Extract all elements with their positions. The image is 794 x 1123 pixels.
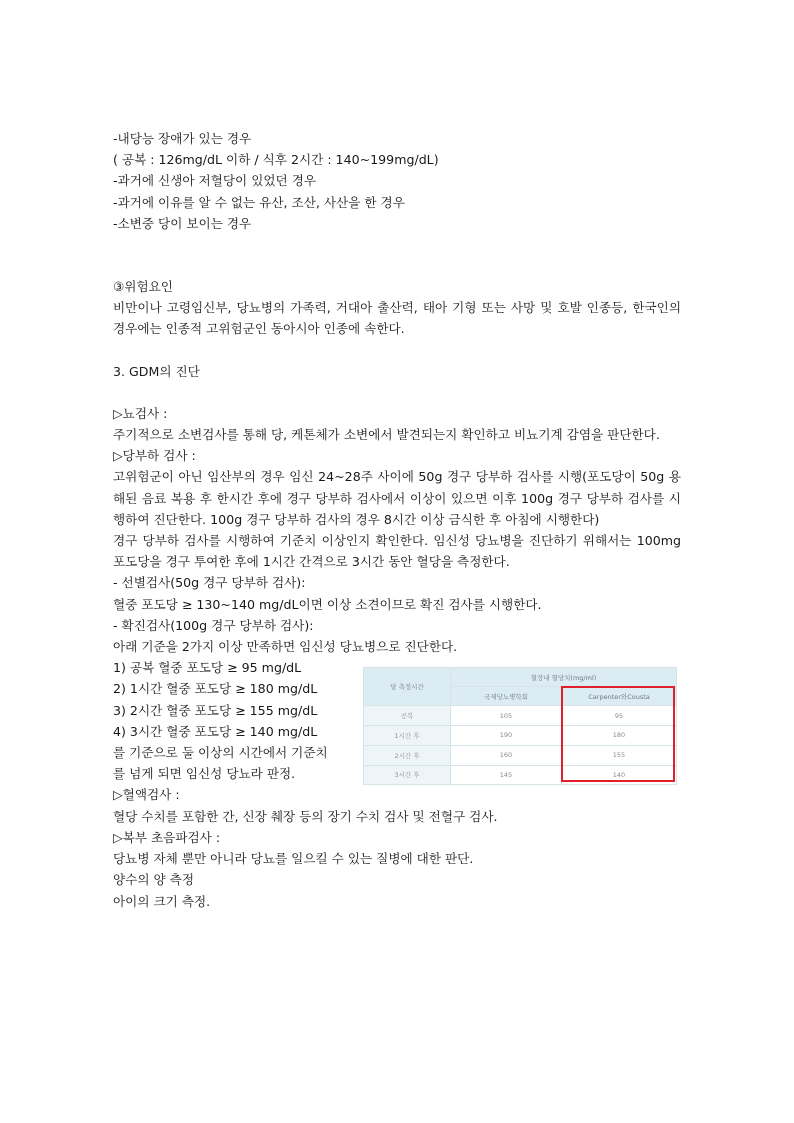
risk-heading: ③위험요인 — [113, 279, 173, 295]
ogtt-criteria-block — [113, 657, 681, 784]
blood-body: 혈당 수치를 포함한 간, 신장 췌장 등의 장기 수치 검사 및 전혈구 검사. — [113, 808, 498, 824]
document-body — [113, 128, 681, 912]
glucose-load-paragraph-2: 경구 당부하 검사를 시행하여 기준치 이상인지 확인한다. 임신성 당뇨병을 진단하기 위해서는 100mg 포도당을 경구 투여한 후에 1시간 간격으로 3시간 동안 혈당을 측정한다. — [113, 533, 681, 570]
criterion-item: 4) 3시간 혈중 포도당 ≥ 140 mg/dL — [113, 723, 318, 739]
screening-body: 혈중 포도당 ≥ 130~140 mg/dL이면 이상 소견이므로 확진 검사를 시행한다. — [113, 596, 542, 612]
criterion-item: 2) 1시간 혈중 포도당 ≥ 180 mg/dL — [113, 681, 318, 697]
conclusion-line: 를 넘게 되면 임신성 당뇨라 판정. — [113, 766, 296, 782]
glucose-load-heading: ▷당부하 검사 : — [113, 448, 196, 464]
confirm-title: - 확진검사(100g 경구 당부하 검사): — [113, 617, 314, 633]
table-group-header: 혈장내 혈당치(mg/ml) — [451, 668, 677, 687]
ultrasound-heading: ▷복부 초음파검사 : — [113, 829, 221, 845]
list-item: -과거에 신생아 저혈당이 있었던 경우 — [113, 173, 317, 189]
list-item: ( 공복 : 126mg/dL 이하 / 식후 2시간 : 140~199mg/dL) — [113, 152, 439, 168]
intro-list — [113, 128, 681, 234]
table-row: 공복 105 95 — [364, 706, 677, 726]
list-item: -내당능 장애가 있는 경우 — [113, 131, 252, 146]
table-row: 1시간 후 190 180 — [364, 726, 677, 746]
reference-table-image — [363, 667, 677, 785]
table-row: 2시간 후 160 155 — [364, 745, 677, 765]
reference-table — [363, 667, 677, 785]
ultrasound-item: 아이의 크기 측정. — [113, 893, 211, 909]
conclusion-line: 를 기준으로 둘 이상의 시간에서 기준치 — [113, 745, 328, 761]
table-corner-header: 당 측정시간 — [364, 668, 451, 706]
screening-title: - 선별검사(50g 경구 당부하 검사): — [113, 575, 306, 591]
glucose-load-paragraph-1: 고위험군이 아닌 임산부의 경우 임신 24~28주 사이에 50g 경구 당부하 검사를 시행(포도당이 50g 용해된 음료 복용 후 한시간 후에 경구 당부하 검사에서 이상이 있으면 이후 100g 경구 당부하 검사를 시행하여 진단한다. 100g 경구 당부하 검사의 경우 8시간 이상 금식한 후 아침에 시행한다) — [113, 469, 681, 527]
table-col-header: 국제당뇨병학회 — [451, 687, 562, 706]
list-item: -과거에 이유를 알 수 없는 유산, 조산, 사산을 한 경우 — [113, 194, 405, 210]
list-item: -소변중 당이 보이는 경우 — [113, 215, 252, 231]
criterion-item: 1) 공복 혈중 포도당 ≥ 95 mg/dL — [113, 660, 302, 676]
table-row: 3시간 후 145 140 — [364, 765, 677, 785]
ultrasound-item: 양수의 양 측정 — [113, 872, 194, 888]
urine-paragraph: 주기적으로 소변검사를 통해 당, 케톤체가 소변에서 발견되는지 확인하고 비뇨기계 감염을 판단한다. — [113, 427, 660, 443]
urine-heading: ▷뇨검사 : — [113, 405, 168, 421]
criterion-item: 3) 2시간 혈중 포도당 ≥ 155 mg/dL — [113, 702, 318, 718]
risk-paragraph: 비만이나 고령임신부, 당뇨병의 가족력, 거대아 출산력, 태아 기형 또는 사망 및 호발 인종등, 한국인의 경우에는 인종적 고위험군인 동아시아 인종에 속한다. — [113, 300, 681, 337]
section-title: 3. GDM의 진단 — [113, 363, 200, 379]
confirm-body: 아래 기준을 2가지 이상 만족하면 임신성 당뇨병으로 진단한다. — [113, 639, 458, 655]
table-col-header: Carpenter와Cousta — [562, 687, 677, 706]
blood-heading: ▷혈액검사 : — [113, 787, 180, 803]
ultrasound-item: 당뇨병 자체 뿐만 아니라 당뇨를 일으킬 수 있는 질병에 대한 판단. — [113, 851, 474, 867]
